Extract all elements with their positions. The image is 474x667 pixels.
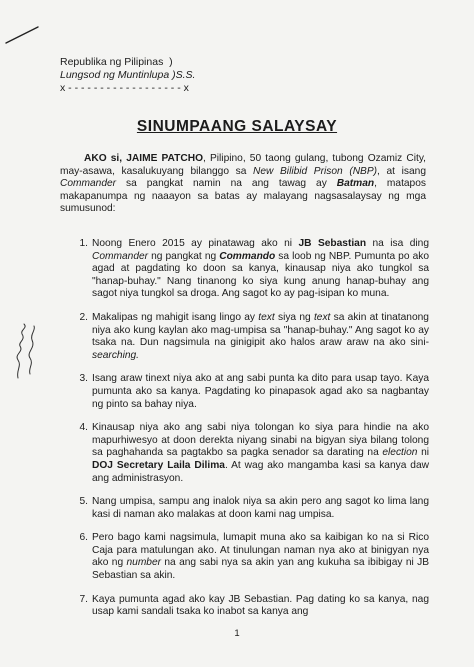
statement-item [79, 238, 430, 301]
document-caption [60, 56, 195, 95]
item-text: sa akin at tinatanong niya ako kung kaylan ako mag-umpisa sa "hanap-buhay." Ang sagot ko ay tsaka na. Dun nagsimula na ginigipit ako halos araw araw na ako sini- [92, 311, 429, 349]
item-text: na ang sabi nya sa akin yan ang kukuha sa ibibigay ni JB Sebastian sa akin. [92, 557, 429, 582]
group-name: Batman [336, 178, 375, 190]
caption-city: Lungsod ng Muntinlupa )S.S. [60, 69, 196, 81]
caption-divider: x - - - - - - - - - - - - - - - - - - x [60, 82, 189, 94]
document-title: SINUMPAANG SALAYSAY [136, 118, 338, 135]
item-number: 1. [79, 238, 88, 249]
statement-items [79, 238, 430, 630]
intro-paragraph: AKO si, JAIME PATCHO, Pilipino, 50 taong gulang, tubong Ozamiz City, may-asawa, kasalukuyang bilanggo sa New Bilibid Prison (NBP), at isang Commander sa pangkat namin na ang tawag ay Batman, matapos makapanumpa ng naaayon sa batas ay malayang nagsasalaysay ng mga sumusunod: [60, 153, 426, 215]
item-text: Nang umpisa, sampu ang inalok niya sa akin pero ang sagot ko lima lang kasi di naman ako malakas at doon kami nag umpisa. [92, 496, 429, 520]
affiant-name: JAIME PATCHO [126, 153, 204, 164]
item-number: 3. [79, 373, 88, 385]
item-number: 5. [79, 496, 88, 508]
item-text: searching. [92, 349, 140, 361]
item-text: Commander [92, 250, 149, 262]
item-number: 4. [79, 422, 88, 434]
item-text: Kaya pumunta agad ako kay JB Sebastian. Pag dating ko sa kanya, nag usap kami sandali tsaka ko inabot sa kanya ang [92, 593, 429, 618]
intro-ako-si: AKO si, [84, 153, 127, 164]
item-text: na isa ding [366, 238, 430, 249]
item-number: 6. [79, 532, 88, 544]
item-text: Pero bago kami nagsimula, lumapit muna ako sa kaibigan ko na si Rico Caja para matulungan ako. At tinulungan naman nya ako at binigyan nya ako ng [92, 532, 429, 569]
item-text: sa loob ng NBP. Pumunta po ako agad at pagdating ko doon sa kanya, kinausap niya ako tungkol sa "hanap-buhay." Nang tinanong ko siya kung anung hanap-buhay ang sagot niya tungkol sa droga. Ang sagot ko ay pag-isipan ko muna. [92, 250, 429, 300]
item-text: Commando [219, 250, 276, 262]
item-text: number [126, 557, 162, 569]
item-text: Kinausap niya ako ang sabi niya tolongan ko siya para hindie na ako mapurhiwesyo at doon derekta niyang sinabi na bigyan siya bilang tolong sa paghahanda sa pagtakbo sa pagka senador sa darating na [92, 422, 429, 459]
margin-signature [6, 322, 46, 382]
item-text: text [258, 311, 275, 323]
item-text: Isang araw tinext niya ako at ang sabi punta ka dito para usap tayo. Kaya pumunta ako sa kanya. Pagdating ko pinapasok agad ako sa nagbantay ng pinto sa bahay niya. [92, 373, 429, 410]
prison-name: New Bilibid Prison (NBP) [253, 165, 378, 177]
item-text: ng pangkat ng [148, 250, 220, 262]
statement-item [79, 311, 429, 362]
item-text: ni [417, 447, 429, 459]
statement-item [79, 373, 429, 411]
statement-item [79, 496, 429, 521]
statement-item [79, 422, 429, 485]
statement-item [79, 532, 429, 582]
statement-item [79, 593, 429, 619]
item-text: election [382, 447, 418, 459]
item-text: Makalipas ng mahigit isang lingo ay [92, 311, 259, 323]
caption-republic: Republika ng Pilipinas ) [60, 56, 173, 68]
item-text: . At wag ako mangamba kasi sa kanya daw ang administrasyon. [92, 459, 429, 484]
page-number: 1 [234, 628, 240, 639]
item-number: 2. [79, 311, 88, 323]
item-number: 7. [79, 593, 88, 605]
item-text: text [313, 311, 331, 323]
item-text: siya ng [274, 311, 314, 323]
item-text: JB Sebastian [298, 238, 367, 249]
item-text: Noong Enero 2015 ay pinatawag ako ni [92, 238, 299, 249]
item-text: DOJ Secretary Laila Dilima [92, 459, 225, 471]
